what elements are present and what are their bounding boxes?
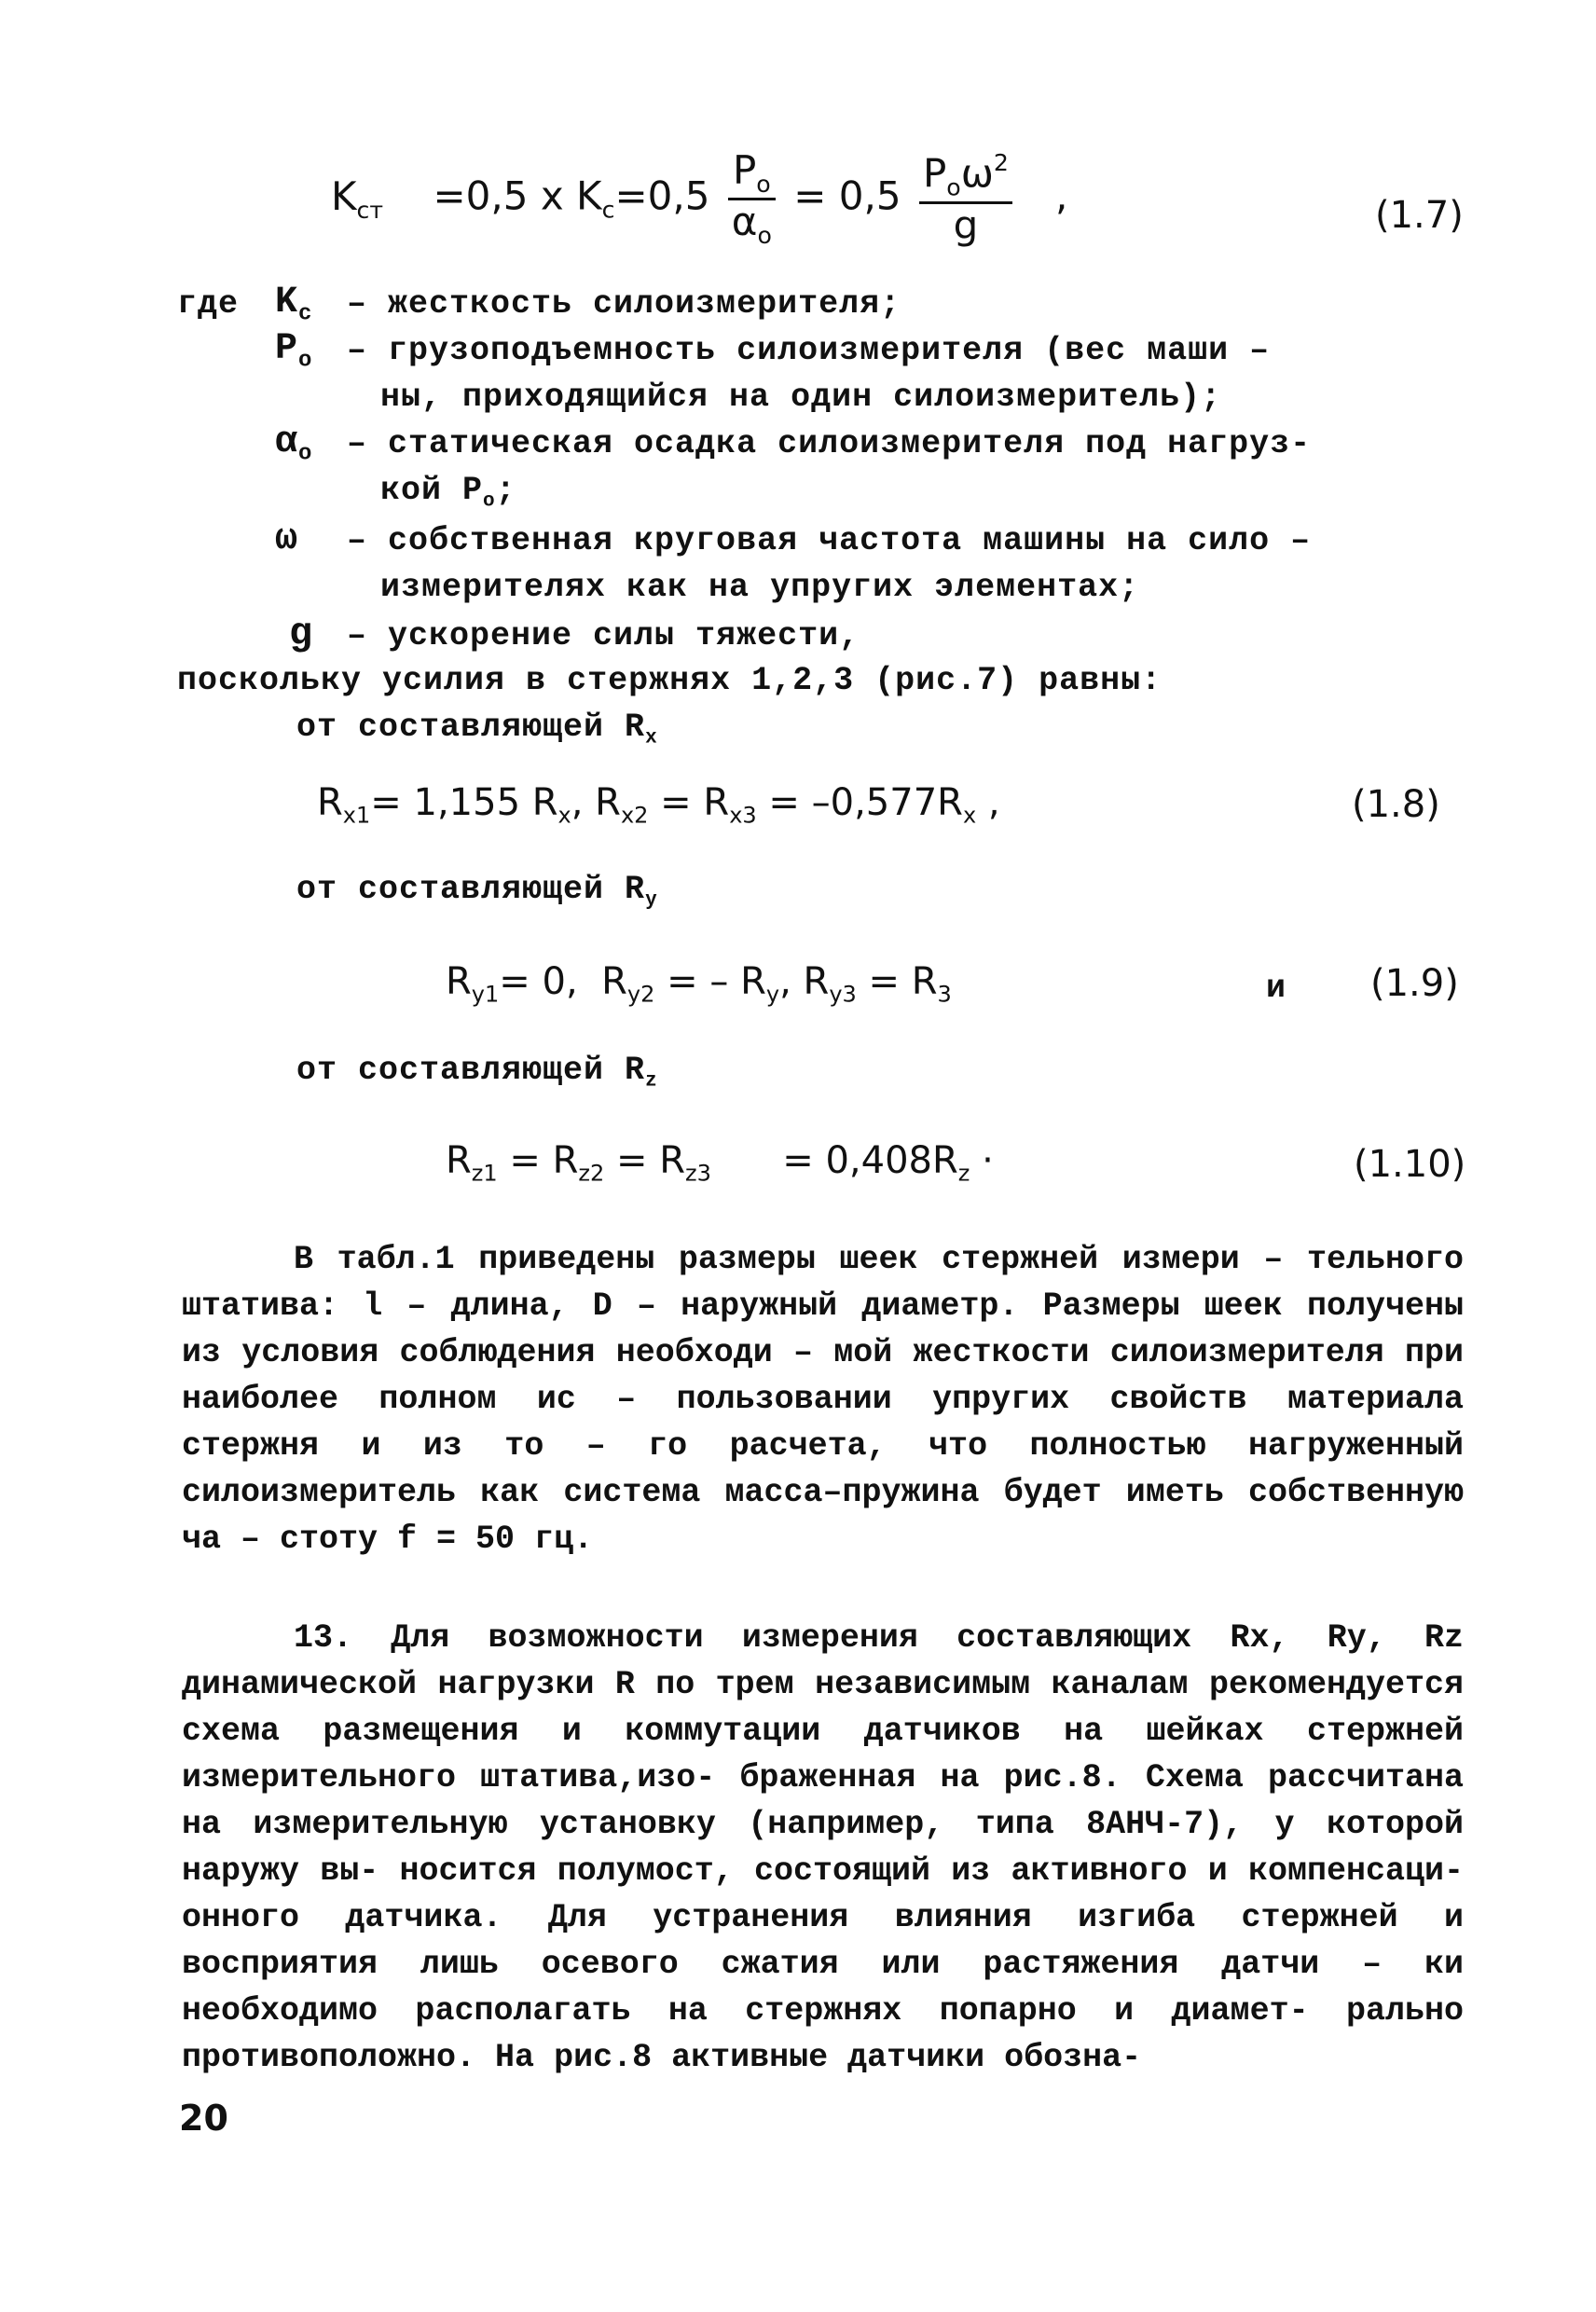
formula-part1-sub: с <box>601 196 615 224</box>
def-ao-text-2: кой $P_о$; <box>380 472 516 513</box>
def-po-text-2: ны, приходящийся на один силоизмеритель); <box>380 378 1222 416</box>
page-number: 20 <box>179 2098 228 2139</box>
formula-lhs: $K_{ст}$ <box>331 172 384 224</box>
equation-number-1-7: (1.7) <box>1375 194 1464 237</box>
formula-1-7 <box>331 149 1067 248</box>
def-po-text-1: – грузоподъемность силоизмерителя (вес маши – <box>347 332 1271 369</box>
def-kc-text: – жесткость силоизмерителя; <box>347 285 901 323</box>
since-line: поскольку усилия в стержнях 1,2,3 (рис.7) равны: <box>177 662 1163 699</box>
formula-1-9: $R_{y1}= 0$, $R_{y2}$ = – $R_y$, $R_{y3} = R_3$ <box>446 960 952 1008</box>
def-ao-symbol: $\alpha_о$ <box>275 421 313 467</box>
formula-comma: , <box>1054 172 1068 219</box>
def-omega-text-2: измерителях как на упругих элементах; <box>380 569 1140 606</box>
from-rx-line: от составляющей $R_x$ <box>296 709 658 750</box>
def-po-symbol: $P_о$ <box>275 328 313 374</box>
equation-number-1-8: (1.8) <box>1352 783 1440 826</box>
from-ry-line: от составляющей $R_y$ <box>296 871 658 912</box>
formula-part3: = 0,5 <box>793 172 901 219</box>
def-ao-text-1: – статическая осадка силоизмерителя под нагруз- <box>347 425 1312 462</box>
where-label: где <box>177 285 240 323</box>
fraction-pow2-g: $\frac{P_o\omega^2}{g}$ <box>919 150 1012 246</box>
formula-1-10: $R_{z1} = R_{z2} = R_{z3}$ = $0,408R_z$ · <box>446 1139 994 1187</box>
equation-number-1-9: (1.9) <box>1370 962 1459 1005</box>
def-g-symbol: g <box>289 612 314 656</box>
paragraph-section-13: 13. Для возможности измерения составляющих Rx, Ry, Rz динамической нагрузки R по трем независимым каналам рекомендуется схема размещения и коммутации датчиков на шейках стержней измерительного штатива,изо- браженная на рис.8. Схема рассчитана на измерительную установку (например, типа 8АНЧ-7), у которой наружу вы- носится полумост, состоящий из активного и компенсаци- онного датчика. Для устранения влияния изгиба стержней и восприятия лишь осевого сжатия или растяжения датчи – ки необходимо располагать на стержнях попарно и диамет- рально противоположно. На рис.8 активные датчики обозна- <box>182 1619 1464 2076</box>
def-omega-symbol: ω <box>275 518 299 560</box>
def-omega-text-1: – собственная круговая частота машины на сило – <box>347 522 1312 559</box>
fraction-po-ao: $\frac{P_o}{\alpha_o}$ <box>728 149 776 248</box>
formula-part1: =0,5 x K <box>433 172 602 219</box>
def-kc-symbol: $K_с$ <box>275 282 313 327</box>
paragraph-table-dimensions: В табл.1 приведены размеры шеек стержней измери – тельного штатива: l – длина, D – наружный диаметр. Размеры шеек получены из условия соблюдения необходи – мой жесткости силоизмерителя при наиболее полном ис – пользовании упругих свойств материала стержня и из то – го расчета, что полностью нагруженный силоизмеритель как система масса–пружина будет иметь собственную ча – стоту f = 50 гц. <box>182 1241 1464 1558</box>
formula-1-9-and: и <box>1266 970 1287 1007</box>
def-g-text: – ускорение силы тяжести, <box>347 617 860 654</box>
formula-1-8: $R_{x1}= 1,155$ $R_x$, $R_{x2} = R_{x3} = -0,577R_x$ , <box>317 781 1000 829</box>
from-rz-line: от составляющей $R_z$ <box>296 1052 658 1093</box>
formula-part2: =0,5 <box>614 172 710 219</box>
equation-number-1-10: (1.10) <box>1354 1143 1466 1186</box>
